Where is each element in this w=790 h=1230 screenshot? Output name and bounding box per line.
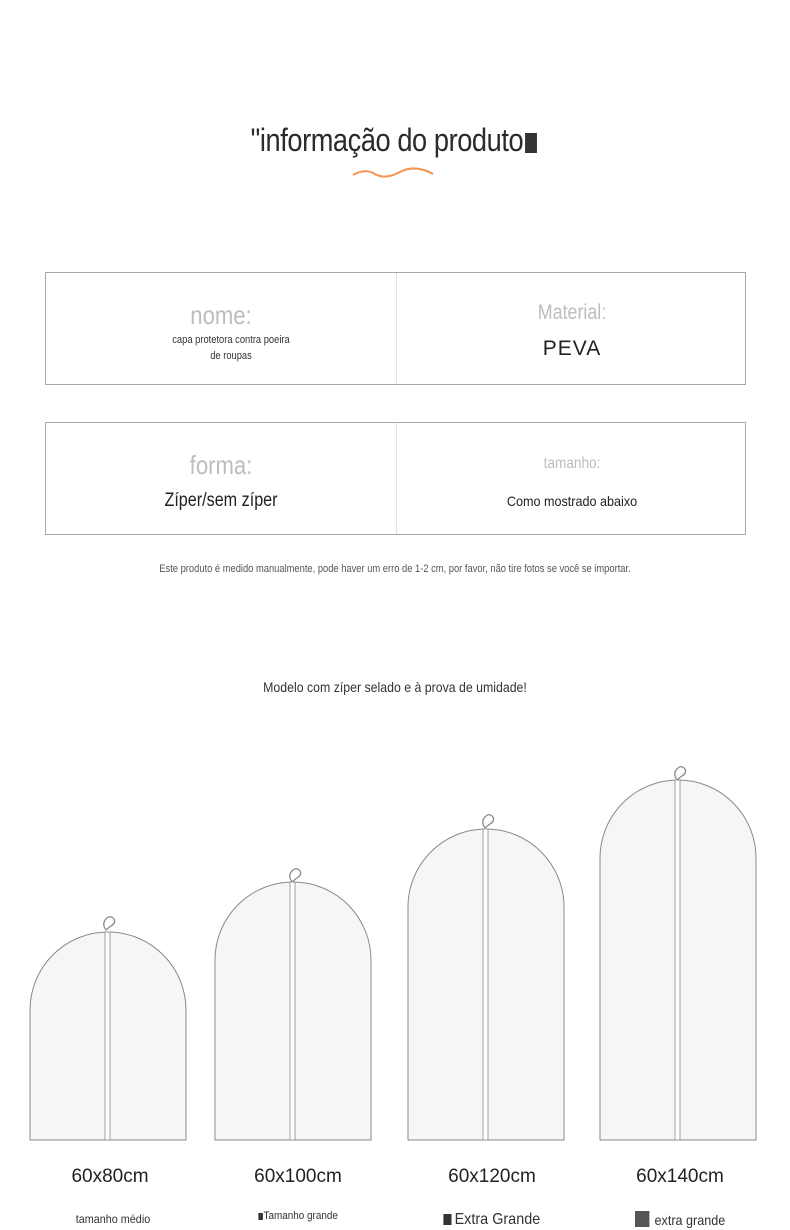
section-subtitle: Modelo com zíper selado e à prova de umidade! xyxy=(263,679,527,695)
size-label: tamanho: xyxy=(543,455,601,472)
size-tier-2-text: Tamanho grande xyxy=(263,1210,338,1222)
size-tier-3 xyxy=(411,1211,573,1229)
size-dimension-1: 60x80cm xyxy=(71,1166,149,1187)
name-value: capa protetora contra poeira de roupas xyxy=(172,334,290,362)
size-value: Como mostrado abaixo xyxy=(506,493,638,509)
garment-bag-60x140-icon xyxy=(600,767,756,1140)
material-label: Material: xyxy=(537,301,607,324)
size-tier-3-text: Extra Grande xyxy=(454,1211,541,1228)
size-dimension-3: 60x120cm xyxy=(448,1166,536,1187)
page-title: "informação do produto xyxy=(59,122,731,159)
name-label: nome: xyxy=(190,300,252,330)
unknown-glyph-icon xyxy=(444,1214,452,1225)
shape-label: forma: xyxy=(189,450,253,480)
garment-bag-60x100-icon xyxy=(215,869,371,1140)
size-tier-1-text: tamanho médio xyxy=(75,1212,151,1226)
size-dimension-2: 60x100cm xyxy=(254,1166,342,1187)
garment-bag-60x120-icon xyxy=(408,815,564,1140)
garment-bag-60x80-icon xyxy=(30,917,186,1140)
size-tier-4-text: extra grande xyxy=(654,1212,726,1228)
material-value: PEVA xyxy=(542,337,602,360)
size-tier-2 xyxy=(217,1210,379,1222)
size-tier-4 xyxy=(599,1211,761,1228)
unknown-glyph-icon xyxy=(258,1213,263,1220)
shape-value: Zíper/sem zíper xyxy=(164,490,278,511)
size-dimension-4: 60x140cm xyxy=(636,1166,724,1187)
measurement-note: Este produto é medido manualmente, pode haver um erro de 1-2 cm, por favor, não tire fotos se você se importar. xyxy=(159,563,631,575)
size-tier-1 xyxy=(32,1212,194,1226)
square-bullet-icon xyxy=(635,1211,649,1227)
